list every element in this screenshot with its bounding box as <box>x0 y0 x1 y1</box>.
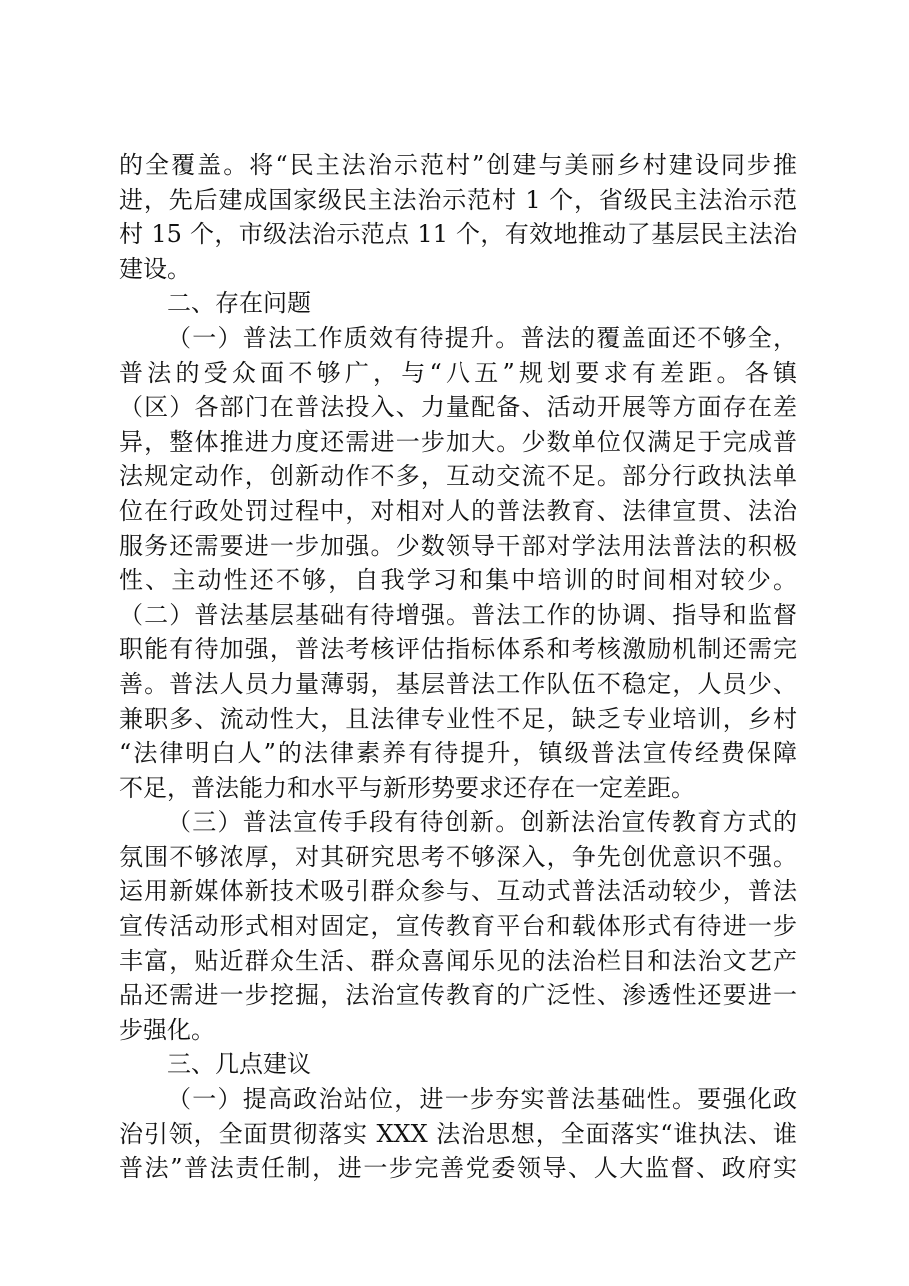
text-line: 善。普法人员力量薄弱，基层普法工作队伍不稳定，人员少、 <box>119 669 797 698</box>
text-line: 氛围不够浓厚，对其研究思考不够深入，争先创优意识不强。 <box>119 842 797 871</box>
text-line: 二、存在问题 <box>167 289 311 318</box>
document-body <box>119 148 797 1186</box>
text-line: 村 15 个，市级法治示范点 11 个，有效地推动了基层民主法治 <box>119 220 797 249</box>
text-line: （一）普法工作质效有待提升。普法的覆盖面还不够全， <box>167 323 797 352</box>
text-line: （一）提高政治站位，进一步夯实普法基础性。要强化政 <box>167 1085 797 1114</box>
text-line: 运用新媒体新技术吸引群众参与、互动式普法活动较少，普法 <box>119 877 797 906</box>
text-line: （三）普法宣传手段有待创新。创新法治宣传教育方式的 <box>167 808 797 837</box>
text-line: 普法”普法责任制，进一步完善党委领导、人大监督、政府实 <box>119 1154 797 1183</box>
text-line: 品还需进一步挖掘，法治宣传教育的广泛性、渗透性还要进一 <box>119 981 797 1010</box>
text-line: 三、几点建议 <box>167 1050 311 1079</box>
text-line: 不足，普法能力和水平与新形势要求还存在一定差距。 <box>119 773 695 802</box>
text-line: 法规定动作，创新动作不多，互动交流不足。部分行政执法单 <box>119 462 797 491</box>
text-line: 性、主动性还不够，自我学习和集中培训的时间相对较少。 <box>119 566 797 595</box>
text-line: 职能有待加强，普法考核评估指标体系和考核激励机制还需完 <box>119 635 797 664</box>
text-line: 位在行政处罚过程中，对相对人的普法教育、法律宣贯、法治 <box>119 496 797 525</box>
text-line: 异，整体推进力度还需进一步加大。少数单位仅满足于完成普 <box>119 427 797 456</box>
text-line: （区）各部门在普法投入、力量配备、活动开展等方面存在差 <box>119 393 797 422</box>
text-line: “法律明白人”的法律素养有待提升，镇级普法宣传经费保障 <box>119 739 797 768</box>
text-line: 普法的受众面不够广，与“八五”规划要求有差距。各镇 <box>119 358 797 387</box>
text-line: 丰富，贴近群众生活、群众喜闻乐见的法治栏目和法治文艺产 <box>119 946 797 975</box>
text-line: 步强化。 <box>119 1015 215 1044</box>
text-line: 建设。 <box>119 254 191 283</box>
text-line: 宣传活动形式相对固定，宣传教育平台和载体形式有待进一步 <box>119 912 797 941</box>
text-line: 兼职多、流动性大，且法律专业性不足，缺乏专业培训，乡村 <box>119 704 797 733</box>
text-line: 进，先后建成国家级民主法治示范村 1 个，省级民主法治示范 <box>119 185 797 214</box>
text-line: 治引领，全面贯彻落实 XXX 法治思想，全面落实“谁执法、谁 <box>119 1119 797 1148</box>
text-line: 的全覆盖。将“民主法治示范村”创建与美丽乡村建设同步推 <box>119 151 797 179</box>
text-line: 服务还需要进一步加强。少数领导干部对学法用法普法的积极 <box>119 531 797 560</box>
text-line: （二）普法基层基础有待增强。普法工作的协调、指导和监督 <box>119 600 797 629</box>
